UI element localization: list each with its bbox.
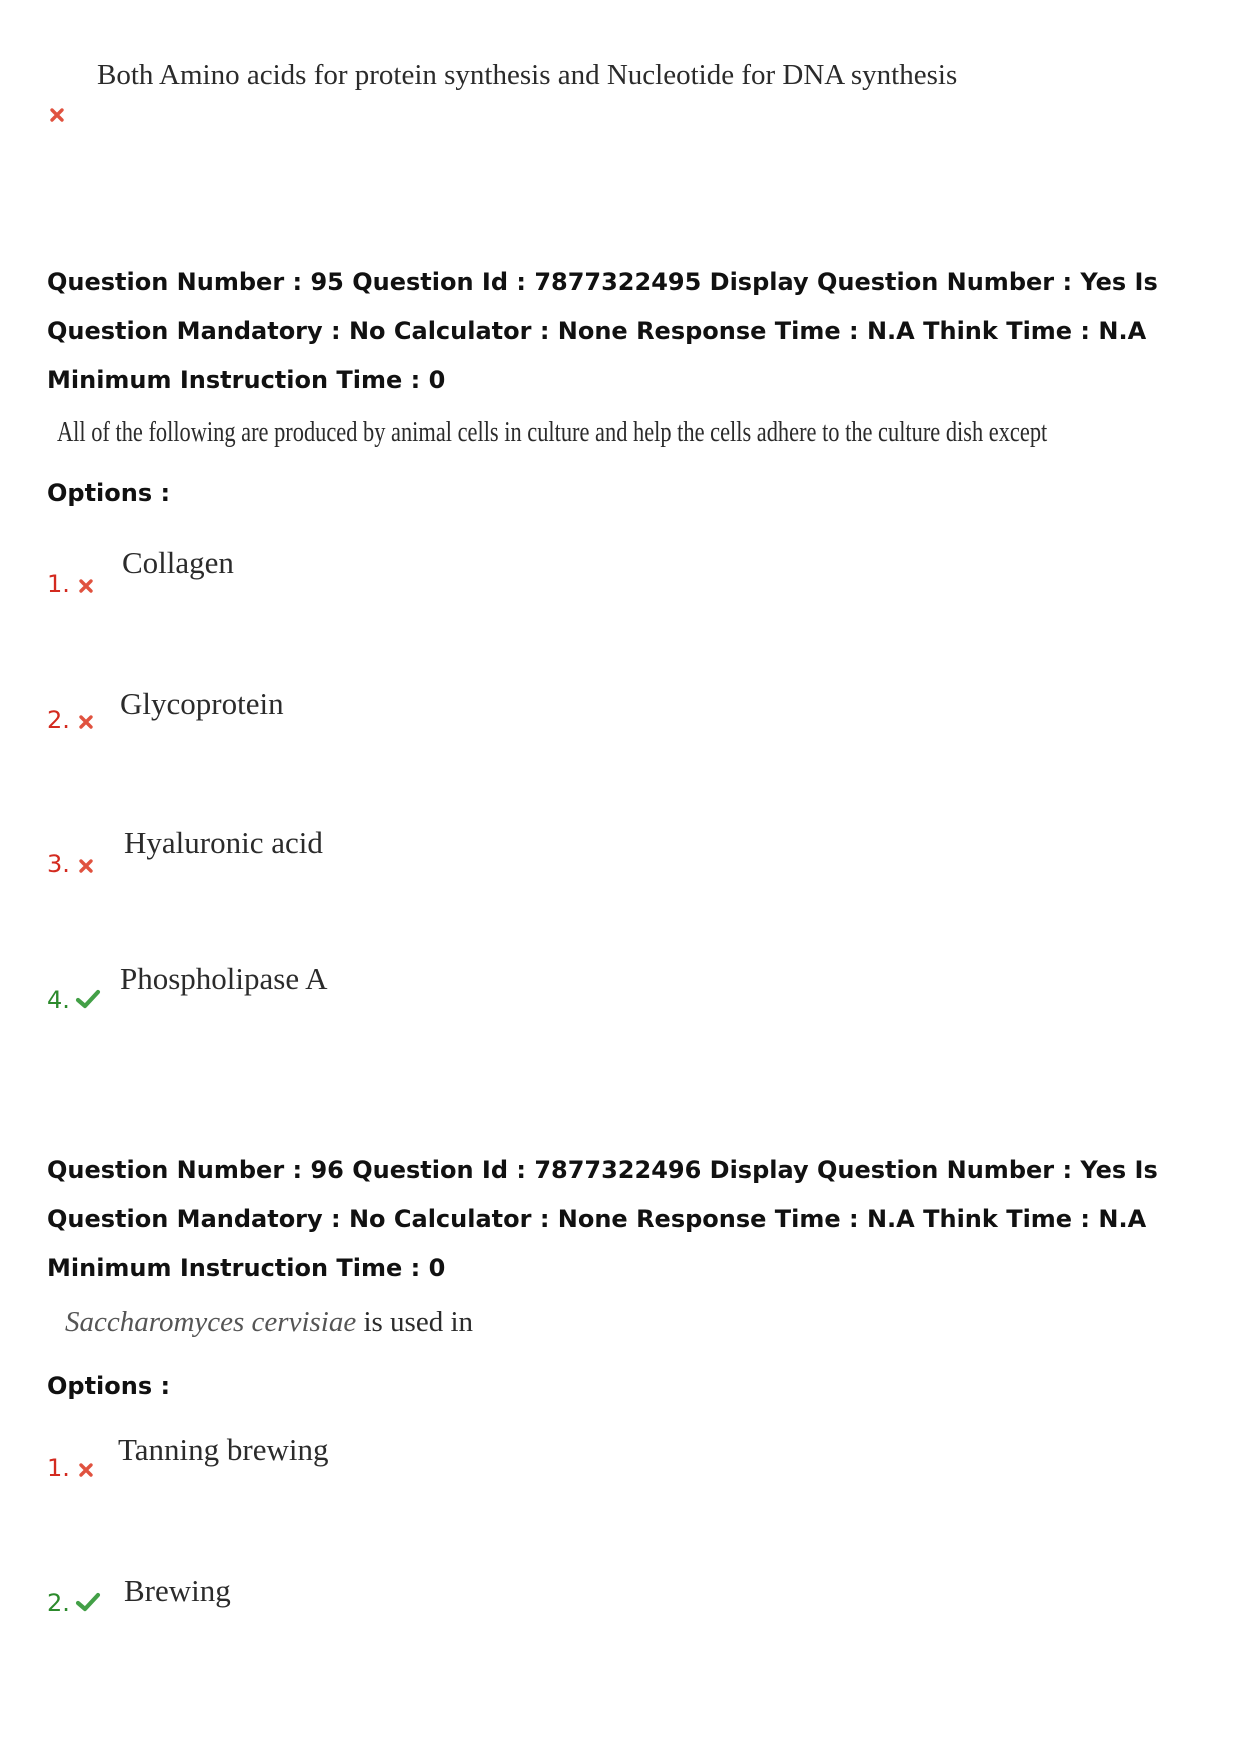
cross-icon [78, 1462, 94, 1478]
cross-icon [49, 107, 65, 123]
cross-icon [78, 578, 94, 594]
question-96-meta: Question Number : 96 Question Id : 7877322496 Display Question Number : Yes Is Question Mandatory : No Calculator : None Response Time : N.A Think Time : N.A Minimum Instruction Time : 0 [47, 1156, 1158, 1282]
question-95-stem: All of the following are produced by animal cells in culture and help the cells adhere to the culture dish except [57, 417, 1048, 448]
option-text: Collagen [122, 545, 234, 580]
option-text: Tanning brewing [118, 1432, 329, 1467]
organism-name: Saccharomyces cervisiae [65, 1306, 357, 1338]
question-96-stem [65, 1305, 473, 1339]
check-icon [75, 988, 101, 1010]
option-number: 2. [47, 706, 70, 734]
option-number: 1. [47, 570, 70, 598]
options-label: Options : [47, 479, 171, 507]
option-number: 2. [47, 1589, 70, 1617]
option-text: Glycoprotein [120, 686, 284, 721]
previous-option-text: Both Amino acids for protein synthesis and Nucleotide for DNA synthesis [97, 59, 958, 91]
option-text: Brewing [124, 1573, 231, 1608]
options-label: Options : [47, 1372, 171, 1400]
option-number: 1. [47, 1454, 70, 1482]
cross-icon [78, 858, 94, 874]
question-96-stem-rest: is used in [356, 1306, 474, 1338]
option-number: 3. [47, 850, 70, 878]
question-95-meta: Question Number : 95 Question Id : 7877322495 Display Question Number : Yes Is Question Mandatory : No Calculator : None Response Time : N.A Think Time : N.A Minimum Instruction Time : 0 [47, 268, 1158, 394]
option-text: Hyaluronic acid [124, 825, 323, 860]
check-icon [75, 1591, 101, 1613]
option-number: 4. [47, 986, 70, 1014]
cross-icon [78, 714, 94, 730]
option-text: Phospholipase A [120, 961, 328, 996]
